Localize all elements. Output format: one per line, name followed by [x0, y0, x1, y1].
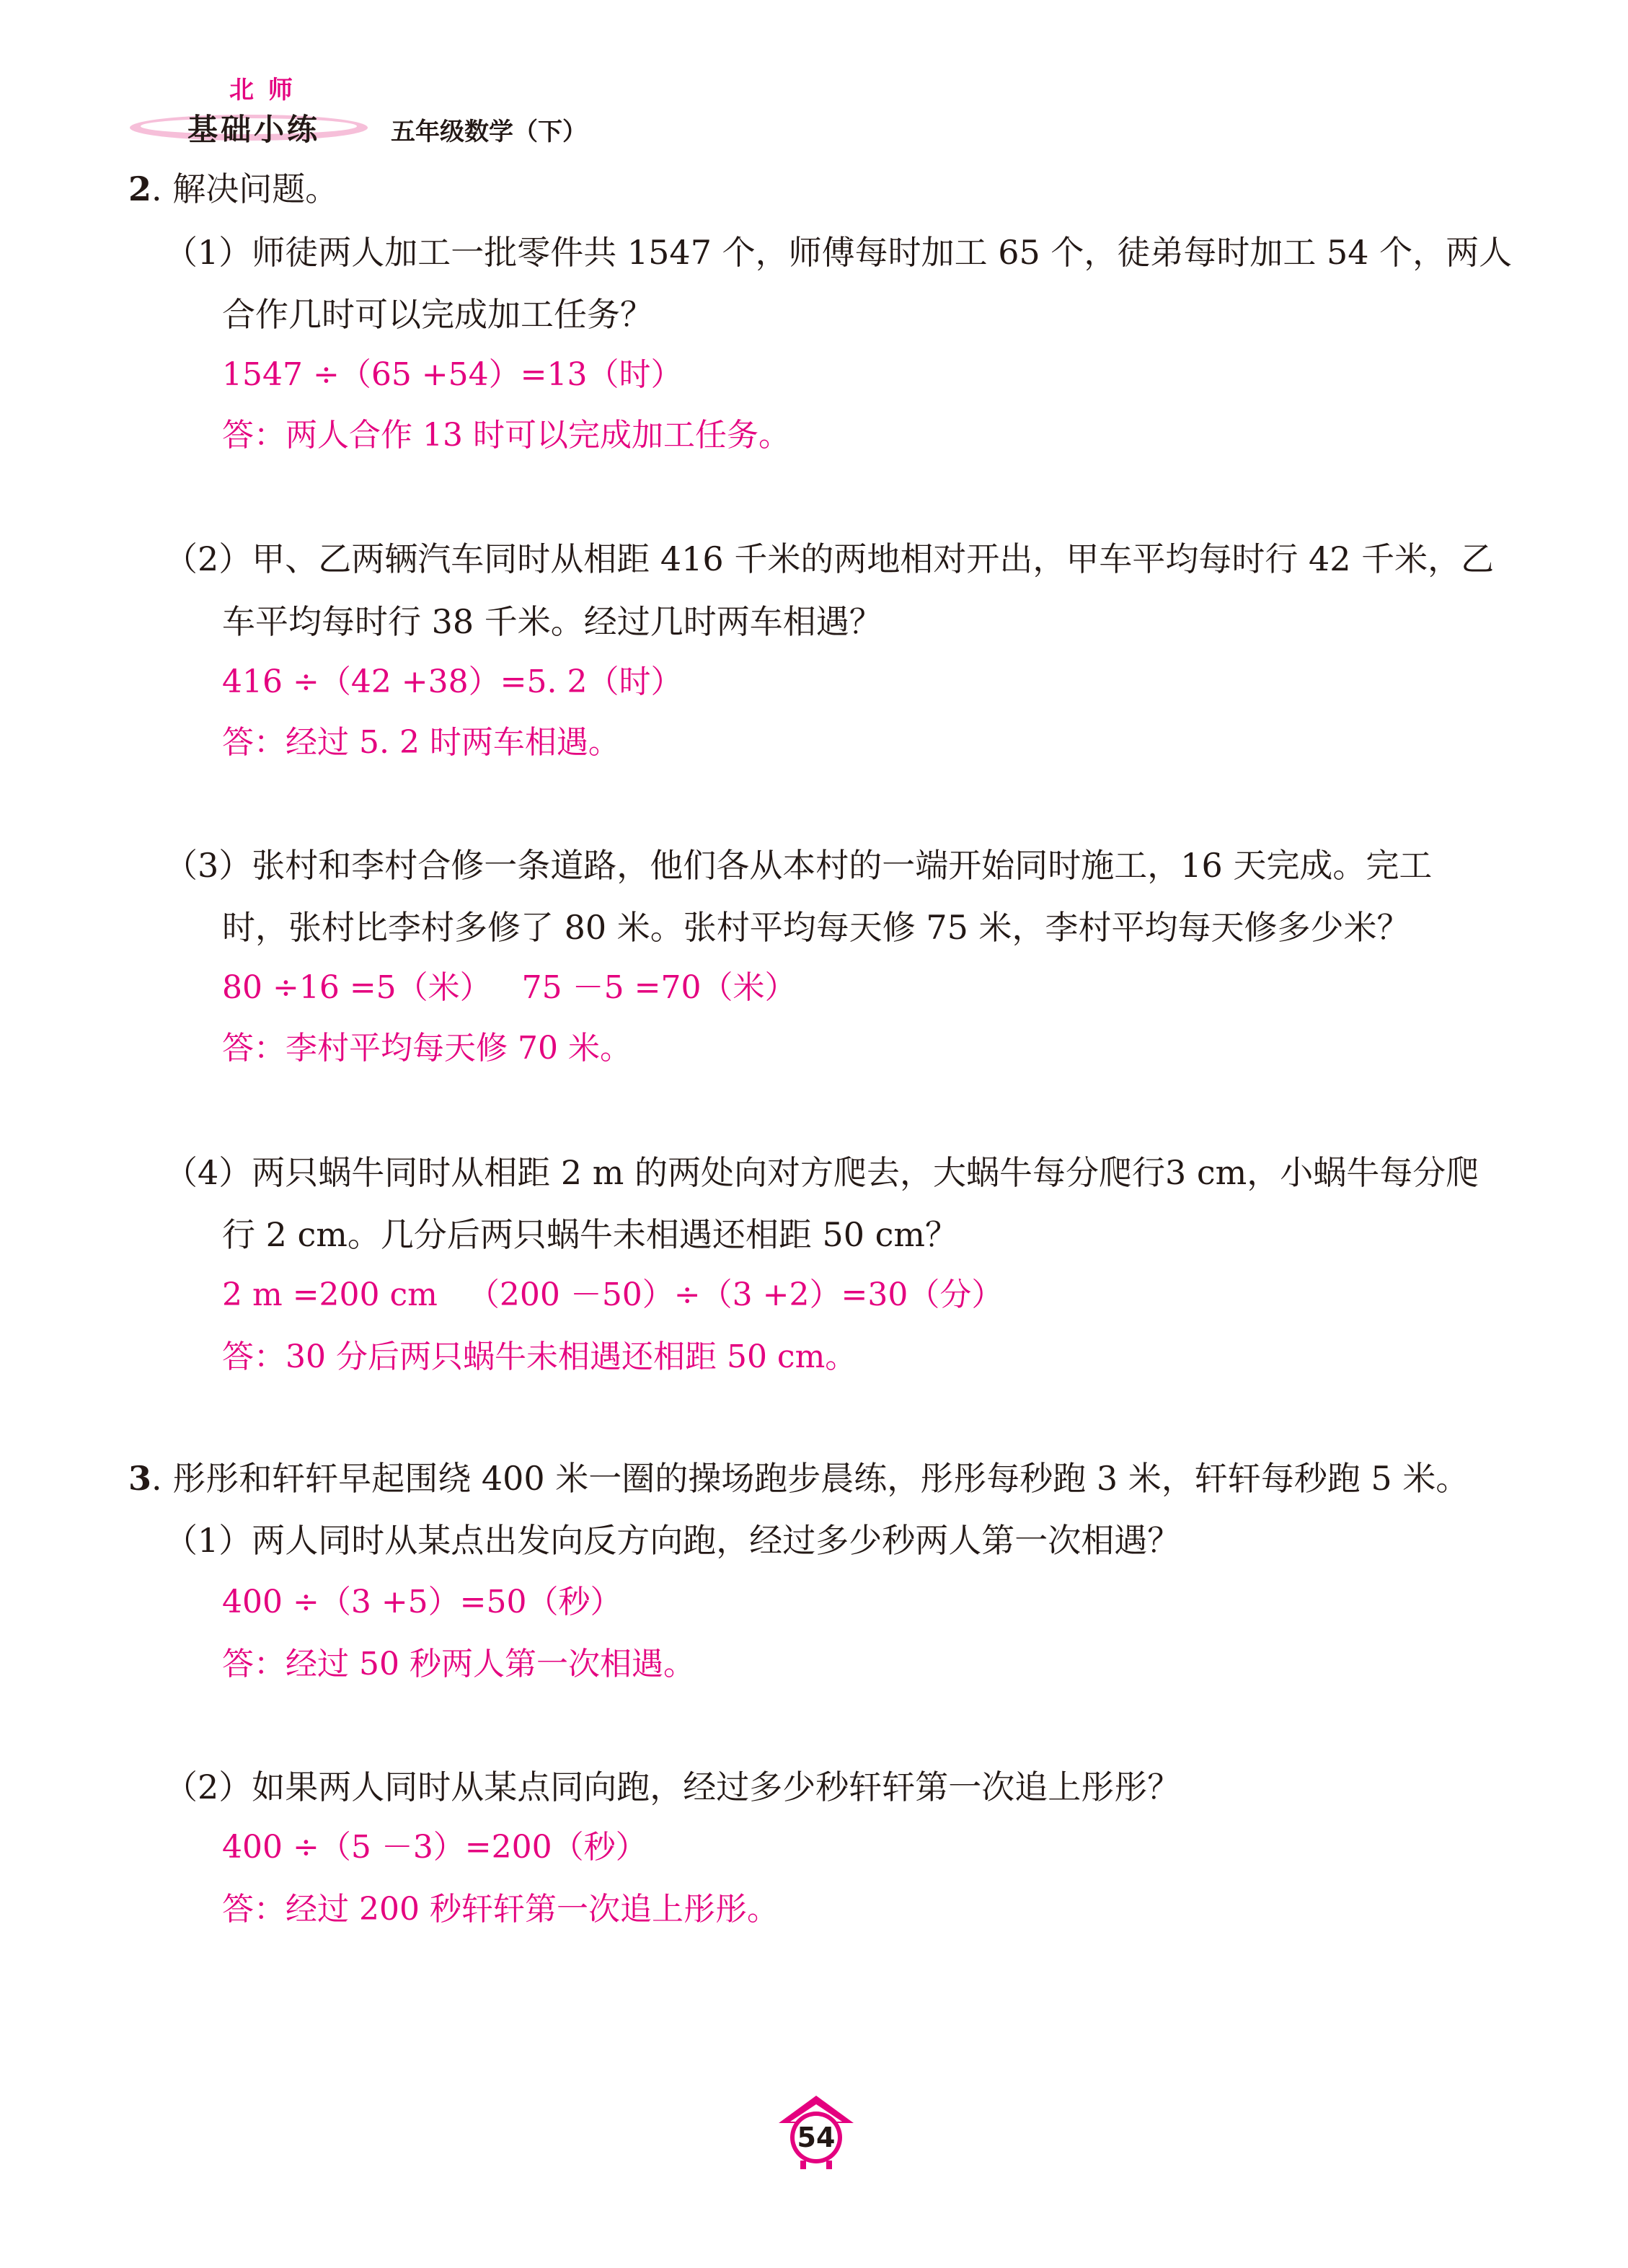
problem-label: （1） [164, 1521, 252, 1560]
problem-2-4-answer: 答：30 分后两只蜗牛未相遇还相距 50 cm。 [222, 1338, 857, 1375]
section-3-title: . 彤彤和轩轩早起围绕 400 米一圈的操场跑步晨练，彤彤每秒跑 3 米，轩轩每秒跑 5 米。 [151, 1459, 1469, 1498]
problem-2-3-calculation: 80 ÷16 =5（米） 75 －5 =70（米） [222, 969, 797, 1006]
problem-2-2-line2: 车平均每时行 38 千米。经过几时两车相遇？ [222, 602, 882, 641]
problem-2-3-answer: 答：李村平均每天修 70 米。 [222, 1030, 632, 1067]
problem-text: 如果两人同时从某点同向跑，经过多少秒轩轩第一次追上彤彤？ [252, 1768, 1181, 1806]
problem-label: （4） [164, 1153, 252, 1192]
problem-label: （3） [164, 846, 252, 885]
problem-3-1-line1 [164, 1519, 1180, 1562]
problem-2-4-line2: 行 2 cm。几分后两只蜗牛未相遇还相距 50 cm？ [222, 1215, 959, 1254]
page-number-badge [773, 2091, 859, 2171]
header-subtitle: 五年级数学（下） [391, 118, 587, 146]
problem-2-2-calculation: 416 ÷（42 +38）=5. 2（时） [222, 663, 683, 700]
problem-2-4-line1 [164, 1151, 1479, 1194]
header [123, 69, 627, 155]
section-2-number: 2 [128, 169, 152, 208]
section-2-heading [128, 167, 338, 211]
problem-label: （2） [164, 1768, 252, 1806]
problem-2-3-line1 [164, 844, 1432, 887]
page-number: 54 [797, 2122, 836, 2153]
problem-text: 师徒两人加工一批零件共 1547 个，师傅每时加工 65 个，徒弟每时加工 54 个，两人 [252, 233, 1513, 272]
section-2-title: . 解决问题。 [151, 169, 339, 208]
problem-text: 两人同时从某点出发向反方向跑，经过多少秒两人第一次相遇？ [252, 1521, 1181, 1560]
problem-3-2-line1 [164, 1765, 1180, 1809]
problem-label: （2） [164, 539, 252, 578]
brand-main-text: 基础小练 [187, 112, 321, 147]
section-3-heading [128, 1457, 1469, 1500]
problem-2-3-line2: 时，张村比李村多修了 80 米。张村平均每天修 75 米，李村平均每天修多少米？ [222, 908, 1410, 947]
problem-text: 两只蜗牛同时从相距 2 m 的两处向对方爬去，大蜗牛每分爬行3 cm，小蜗牛每分爬 [252, 1153, 1479, 1192]
problem-3-1-calculation: 400 ÷（3 +5）=50（秒） [222, 1584, 622, 1620]
problem-2-4-calculation: 2 m =200 cm （200 －50）÷（3 +2）=30（分） [222, 1276, 1004, 1313]
problem-3-1-answer: 答：经过 50 秒两人第一次相遇。 [222, 1646, 695, 1682]
problem-2-1-line1 [164, 231, 1512, 274]
problem-text: 甲、乙两辆汽车同时从相距 416 千米的两地相对开出，甲车平均每时行 42 千米，乙 [252, 539, 1495, 578]
problem-2-2-answer: 答：经过 5. 2 时两车相遇。 [222, 724, 620, 761]
problem-2-1-line2: 合作几时可以完成加工任务？ [222, 295, 653, 334]
problem-2-1-answer: 答：两人合作 13 时可以完成加工任务。 [222, 417, 790, 454]
problem-3-2-answer: 答：经过 200 秒轩轩第一次追上彤彤。 [222, 1891, 779, 1928]
problem-2-2-line1 [164, 537, 1494, 581]
problem-text: 张村和李村合修一条道路，他们各从本村的一端开始同时施工，16 天完成。完工 [252, 846, 1433, 885]
problem-3-2-calculation: 400 ÷（5 －3）=200（秒） [222, 1829, 647, 1866]
section-3-number: 3 [128, 1459, 152, 1498]
problem-2-1-calculation: 1547 ÷（65 +54）=13（时） [222, 356, 683, 393]
brand-top-text: 北 师 [229, 76, 296, 105]
problem-label: （1） [164, 233, 252, 272]
